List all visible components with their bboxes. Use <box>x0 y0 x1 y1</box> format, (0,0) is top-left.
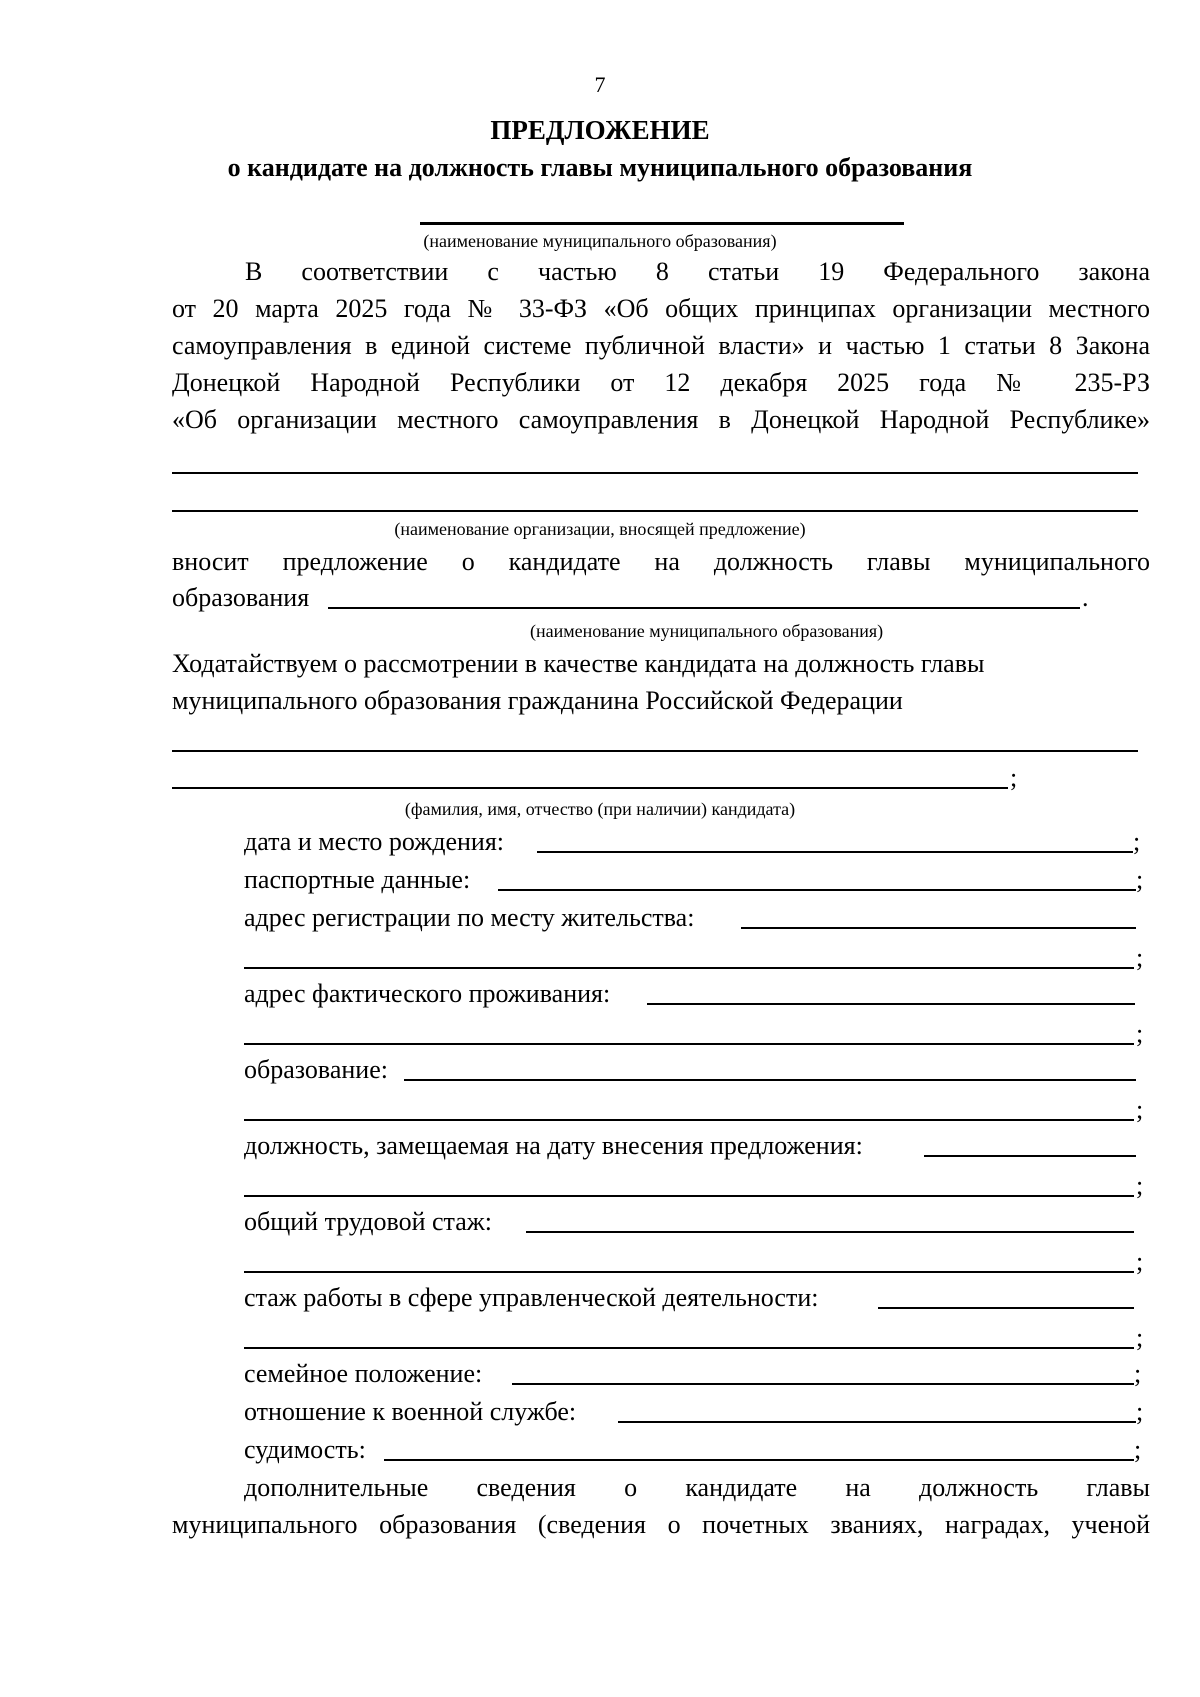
intro-line-1: В соответствии с частью 8 статьи 19 Федерального закона <box>245 257 1150 286</box>
petition-line-1: Ходатайствуем о рассмотрении в качестве кандидата на должность главы <box>172 649 985 678</box>
management-semicolon: ; <box>1136 1323 1144 1352</box>
management-label: стаж работы в сфере управленческой деятельности: <box>244 1283 819 1312</box>
criminal-field <box>244 1432 1144 1468</box>
education-row-2 <box>244 1092 1144 1128</box>
candidate-name-line-1 <box>172 750 1138 752</box>
management-row-2 <box>244 1320 1144 1356</box>
experience-row-2 <box>244 1244 1144 1280</box>
candidate-name-semicolon: ; <box>1010 763 1018 792</box>
management-line-2 <box>244 1347 1134 1349</box>
caption-organization: (наименование организации, вносящей предложение) <box>394 519 806 539</box>
experience-label: общий трудовой стаж: <box>244 1207 492 1236</box>
criminal-label: судимость: <box>244 1435 366 1464</box>
education-semicolon: ; <box>1136 1095 1144 1124</box>
proposal-line-2: образования <box>172 583 310 612</box>
family-label: семейное положение: <box>244 1359 483 1388</box>
registration-line-2 <box>244 967 1134 969</box>
education-line <box>404 1079 1136 1081</box>
document-title: ПРЕДЛОЖЕНИЕ <box>490 115 710 145</box>
caption-candidate-name: (фамилия, имя, отчество (при наличии) кандидата) <box>404 799 796 819</box>
proposal-line-1: вносит предложение о кандидате на должность главы муниципального <box>172 547 1150 576</box>
registration-semicolon: ; <box>1136 943 1144 972</box>
organization-line-2 <box>172 510 1138 512</box>
management-line <box>878 1307 1134 1309</box>
residence-semicolon: ; <box>1136 1019 1144 1048</box>
criminal-line <box>384 1459 1134 1461</box>
additional-line-2: муниципального образования (сведения о почетных званиях, наградах, ученой <box>172 1510 1150 1539</box>
residence-line <box>647 1003 1135 1005</box>
position-line-2 <box>244 1195 1134 1197</box>
passport-field <box>244 862 1144 898</box>
birth-semicolon: ; <box>1133 827 1141 856</box>
military-semicolon: ; <box>1136 1397 1144 1426</box>
intro-line-3: самоуправления в единой системе публичной власти» и частью 1 статьи 8 Закона <box>172 331 1150 360</box>
passport-semicolon: ; <box>1136 865 1144 894</box>
intro-line-5: «Об организации местного самоуправления в Донецкой Народной Республике» <box>172 405 1150 434</box>
management-field <box>244 1280 1144 1316</box>
birth-field <box>244 824 1144 860</box>
registration-row-2 <box>244 940 1144 976</box>
residence-field <box>244 976 1144 1012</box>
military-label: отношение к военной службе: <box>244 1397 577 1426</box>
military-field <box>244 1394 1144 1430</box>
proposal-municipality-line <box>328 607 1080 609</box>
passport-label: паспортные данные: <box>244 865 471 894</box>
registration-line <box>741 927 1136 929</box>
proposal-municipality-field <box>172 580 1092 616</box>
family-field <box>244 1356 1144 1392</box>
experience-line-2 <box>244 1271 1134 1273</box>
birth-label: дата и место рождения: <box>244 827 505 856</box>
petition-line-2: муниципального образования гражданина Российской Федерации <box>172 686 903 715</box>
education-line-2 <box>244 1119 1134 1121</box>
criminal-semicolon: ; <box>1134 1435 1142 1464</box>
candidate-name-line-2 <box>172 787 1008 789</box>
proposal-period: . <box>1082 583 1089 612</box>
family-line <box>512 1383 1134 1385</box>
experience-field <box>244 1204 1144 1240</box>
family-semicolon: ; <box>1134 1359 1142 1388</box>
page-number: 7 <box>594 72 606 97</box>
registration-field <box>244 900 1144 936</box>
experience-semicolon: ; <box>1136 1247 1144 1276</box>
candidate-name-row-2 <box>172 760 1032 796</box>
organization-line-1 <box>172 472 1138 474</box>
residence-label: адрес фактического проживания: <box>244 979 611 1008</box>
document-subtitle: о кандидате на должность главы муниципального образования <box>227 153 973 182</box>
position-field <box>244 1128 1144 1164</box>
caption-municipality-2: (наименование муниципального образования) <box>530 621 884 641</box>
birth-line <box>537 851 1133 853</box>
intro-line-2: от 20 марта 2025 года № 33-ФЗ «Об общих принципах организации местного <box>172 294 1150 323</box>
passport-line <box>498 889 1136 891</box>
experience-line <box>526 1231 1134 1233</box>
municipality-name-line <box>420 222 904 225</box>
registration-label: адрес регистрации по месту жительства: <box>244 903 695 932</box>
additional-line-1: дополнительные сведения о кандидате на должность главы <box>244 1473 1150 1502</box>
position-row-2 <box>244 1168 1144 1204</box>
education-label: образование: <box>244 1055 388 1084</box>
caption-municipality: (наименование муниципального образования) <box>423 231 777 251</box>
military-line <box>618 1421 1136 1423</box>
education-field <box>244 1052 1144 1088</box>
position-semicolon: ; <box>1136 1171 1144 1200</box>
position-label: должность, замещаемая на дату внесения предложения: <box>244 1131 863 1160</box>
position-line <box>924 1155 1136 1157</box>
residence-line-2 <box>244 1043 1134 1045</box>
intro-line-4: Донецкой Народной Республики от 12 декабря 2025 года № 235-РЗ <box>172 368 1150 397</box>
residence-row-2 <box>244 1016 1144 1052</box>
